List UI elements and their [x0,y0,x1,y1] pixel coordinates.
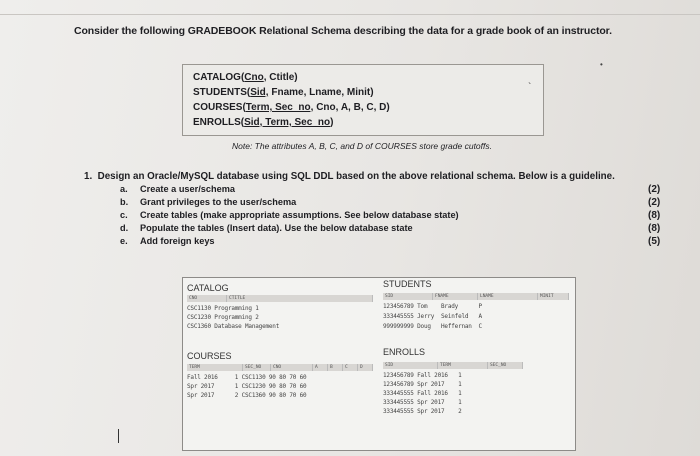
catalog-row: CSC1230 Programming 2 [187,314,259,321]
catalog-title: CATALOG [187,283,229,293]
guideline-item-c: c. Create tables (make appropriate assumptions. See below database state) [120,210,459,220]
question-text: 1. Design an Oracle/MySQL database using SQL DDL based on the above relational schema. Below is a guideline. [84,171,615,182]
courses-row: Spr 2017 1 CSC1230 90 80 70 60 [187,383,307,390]
enrolls-title: ENROLLS [383,347,426,357]
courses-col-sec-no: SEC_NO [243,364,271,371]
guideline-item-e: e. Add foreign keys [120,236,215,246]
page-heading: Consider the following GRADEBOOK Relational Schema describing the data for a grade book of an instructor. [74,25,612,37]
enrolls-header [383,362,523,369]
points-d: (8) [648,223,661,234]
points-e: (5) [648,236,661,247]
courses-col-c: C [343,364,358,371]
enrolls-col-sec-no: SEC_NO [488,362,523,369]
courses-col-term: TERM [187,364,243,371]
schema-courses: COURSES(Term, Sec_no, Cno, A, B, C, D) [193,102,390,113]
schema-catalog: CATALOG(Cno, Ctitle) [193,72,298,83]
points-c: (8) [648,210,661,221]
students-row: 333445555 Jerry Seinfeld A [383,313,482,320]
text-cursor [118,429,119,443]
schema-box [182,64,544,136]
pen-mark: ` [528,82,532,93]
points-b: (2) [648,197,661,208]
guideline-item-d: d. Populate the tables (Insert data). Use the below database state [120,223,413,233]
courses-title: COURSES [187,351,232,361]
catalog-col-cno: CNO [187,295,227,302]
points-a: (2) [648,184,661,195]
enrolls-col-sid: SID [383,362,438,369]
top-rule [0,14,700,15]
enrolls-row: 333445555 Spr 2017 1 [383,399,462,406]
guideline-item-a: a. Create a user/schema [120,184,235,194]
database-state-image [182,277,576,451]
enrolls-row: 123456789 Spr 2017 1 [383,381,462,388]
schema-enrolls: ENROLLS(Sid, Term, Sec_no) [193,117,334,128]
courses-col-d: D [358,364,373,371]
grade-cutoff-note: Note: The attributes A, B, C, and D of COURSES store grade cutoffs. [232,141,492,151]
students-col-minit: MINIT [538,293,569,300]
schema-students: STUDENTS(Sid, Fname, Lname, Minit) [193,87,374,98]
students-col-lname: LNAME [478,293,538,300]
students-header [383,293,569,300]
guideline-item-b: b. Grant privileges to the user/schema [120,197,297,207]
students-title: STUDENTS [383,279,432,289]
catalog-col-ctitle: CTITLE [227,295,373,302]
students-col-fname: FNAME [433,293,478,300]
students-row: 999999999 Doug Heffernan C [383,323,482,330]
courses-row: Spr 2017 2 CSC1360 90 80 70 60 [187,392,307,399]
catalog-header [187,295,373,302]
courses-row: Fall 2016 1 CSC1130 90 80 70 60 [187,374,307,381]
catalog-row: CSC1360 Database Management [187,323,280,330]
courses-col-b: B [328,364,343,371]
enrolls-col-term: TERM [438,362,488,369]
students-row: 123456789 Tom Brady P [383,303,482,310]
courses-col-cno: CNO [271,364,313,371]
enrolls-row: 123456789 Fall 2016 1 [383,372,462,379]
catalog-row: CSC1130 Programming 1 [187,305,259,312]
enrolls-row: 333445555 Fall 2016 1 [383,390,462,397]
courses-header [187,364,373,371]
enrolls-row: 333445555 Spr 2017 2 [383,408,462,415]
courses-col-a: A [313,364,328,371]
students-col-sid: SID [383,293,433,300]
pen-dot: • [600,60,603,69]
